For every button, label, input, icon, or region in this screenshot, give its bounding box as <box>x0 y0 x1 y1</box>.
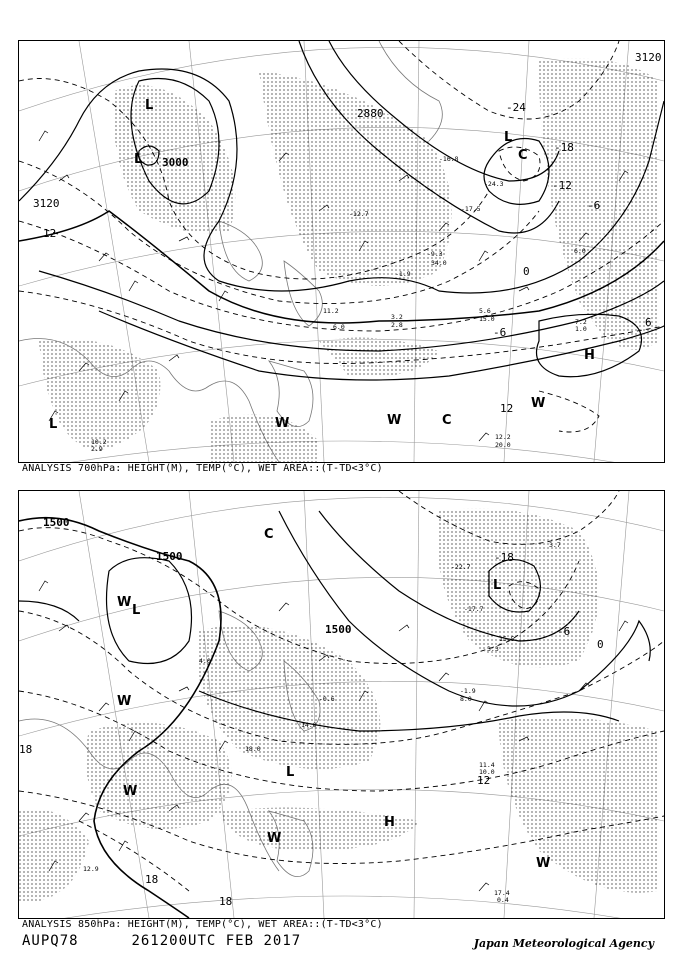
panel-caption-850hpa: ANALYSIS 850hPa: HEIGHT(M), TEMP(°C), WET AREA::(T-TD<3°C) <box>22 919 383 930</box>
high-symbol: H <box>384 815 395 830</box>
obs-value: -24.3 <box>484 180 504 188</box>
temp-label: -6 <box>587 199 601 212</box>
low-symbol: L <box>286 765 295 780</box>
obs-value: 4.0 <box>199 657 211 665</box>
low-symbol: L <box>504 130 513 145</box>
warm-symbol: W <box>536 856 551 871</box>
obs-value: -17.7 <box>464 605 484 613</box>
obs-value: -16.8 <box>439 155 459 163</box>
temp-label: 0 <box>597 638 604 651</box>
obs-value: 0.4 <box>497 896 509 904</box>
obs-value: 2.8 <box>391 321 403 329</box>
wet-areas <box>19 509 659 902</box>
wet-areas <box>39 59 659 463</box>
obs-value: -12.7 <box>349 210 369 218</box>
temp-label: -24 <box>506 101 526 114</box>
temp-label: 12 <box>477 774 491 787</box>
high-symbol: H <box>584 348 595 363</box>
obs-value: 5.6 <box>479 307 491 315</box>
warm-symbol: W <box>267 831 282 846</box>
temp-label: -6 <box>557 625 571 638</box>
obs-value: 3.3 <box>487 645 499 653</box>
height-labels <box>43 516 352 636</box>
cold-symbol: C <box>264 527 274 542</box>
low-symbol: L <box>145 98 154 113</box>
obs-value: 3.7 <box>549 541 561 549</box>
height-label: 3000 <box>162 156 189 169</box>
low-symbol: L <box>132 603 141 618</box>
obs-value: 11.2 <box>323 307 339 315</box>
agency-name: Japan Meteorological Agency <box>473 937 654 950</box>
temp-label: -18 <box>554 141 574 154</box>
obs-value: 20.0 <box>495 441 511 449</box>
low-symbol: L <box>134 152 143 167</box>
temp-label: 0 <box>523 265 530 278</box>
obs-value: 6.0 <box>574 247 586 255</box>
map-850hpa <box>19 491 664 918</box>
obs-value: 12.9 <box>83 865 99 873</box>
map-panel-700hpa <box>18 40 665 463</box>
warm-symbol: W <box>117 694 132 709</box>
temp-label: 18 <box>219 895 233 908</box>
chart-code: AUPQ78 <box>22 933 79 949</box>
temp-label: 6 <box>645 316 652 329</box>
obs-value: 10.2 <box>91 438 107 446</box>
height-label: 2880 <box>357 107 384 120</box>
obs-value: -22.7 <box>451 563 471 571</box>
temp-label: 18 <box>19 743 33 756</box>
height-label: 3120 <box>33 197 60 210</box>
panel-caption-700hpa: ANALYSIS 700hPa: HEIGHT(M), TEMP(°C), WET AREA::(T-TD<3°C) <box>22 463 383 474</box>
temp-label: 12 <box>43 227 57 240</box>
cold-symbol: C <box>518 148 528 163</box>
obs-value: 1.0 <box>575 325 587 333</box>
warm-symbol: W <box>387 413 402 428</box>
obs-value: 14.0 <box>301 721 317 729</box>
obs-value: 7.2 <box>575 318 587 326</box>
height-label: 3120 <box>635 51 662 64</box>
temp-label: 18 <box>145 873 159 886</box>
obs-value: 2.9 <box>91 445 103 453</box>
temp-label: -6 <box>493 326 507 339</box>
map-700hpa <box>19 41 664 462</box>
cold-symbol: C <box>442 413 452 428</box>
warm-symbol: W <box>531 396 546 411</box>
low-symbol: L <box>493 578 502 593</box>
low-symbol: L <box>49 417 58 432</box>
obs-value: -17.5 <box>461 205 481 213</box>
warm-symbol: W <box>275 416 290 431</box>
warm-symbol: W <box>117 595 132 610</box>
temp-label: 12 <box>500 402 514 415</box>
obs-value: 15.0 <box>479 315 495 323</box>
height-label: 1500 <box>156 550 183 563</box>
temp-label: -12 <box>552 179 572 192</box>
obs-value: 34.0 <box>431 259 447 267</box>
obs-value: 11.4 <box>479 761 495 769</box>
obs-value: 18.0 <box>245 745 261 753</box>
obs-value: -0.6 <box>319 695 335 703</box>
obs-value: 12.2 <box>495 433 511 441</box>
chart-valid-time: 261200UTC FEB 2017 <box>131 933 302 949</box>
warm-symbol: W <box>123 784 138 799</box>
obs-value: 10.0 <box>479 768 495 776</box>
temp-label: -18 <box>494 551 514 564</box>
obs-value: 8.0 <box>460 695 472 703</box>
obs-value: 6.0 <box>333 323 345 331</box>
obs-value: -1.9 <box>395 270 411 278</box>
obs-value: 3.2 <box>391 313 403 321</box>
obs-value: -9.3 <box>427 250 443 258</box>
map-panel-850hpa <box>18 490 665 919</box>
height-label: 1500 <box>43 516 70 529</box>
obs-value: 15.5 <box>499 635 515 643</box>
obs-value: -1.9 <box>460 687 476 695</box>
chart-identifier <box>22 933 301 949</box>
obs-value: 17.4 <box>494 889 510 897</box>
height-label: 1500 <box>325 623 352 636</box>
